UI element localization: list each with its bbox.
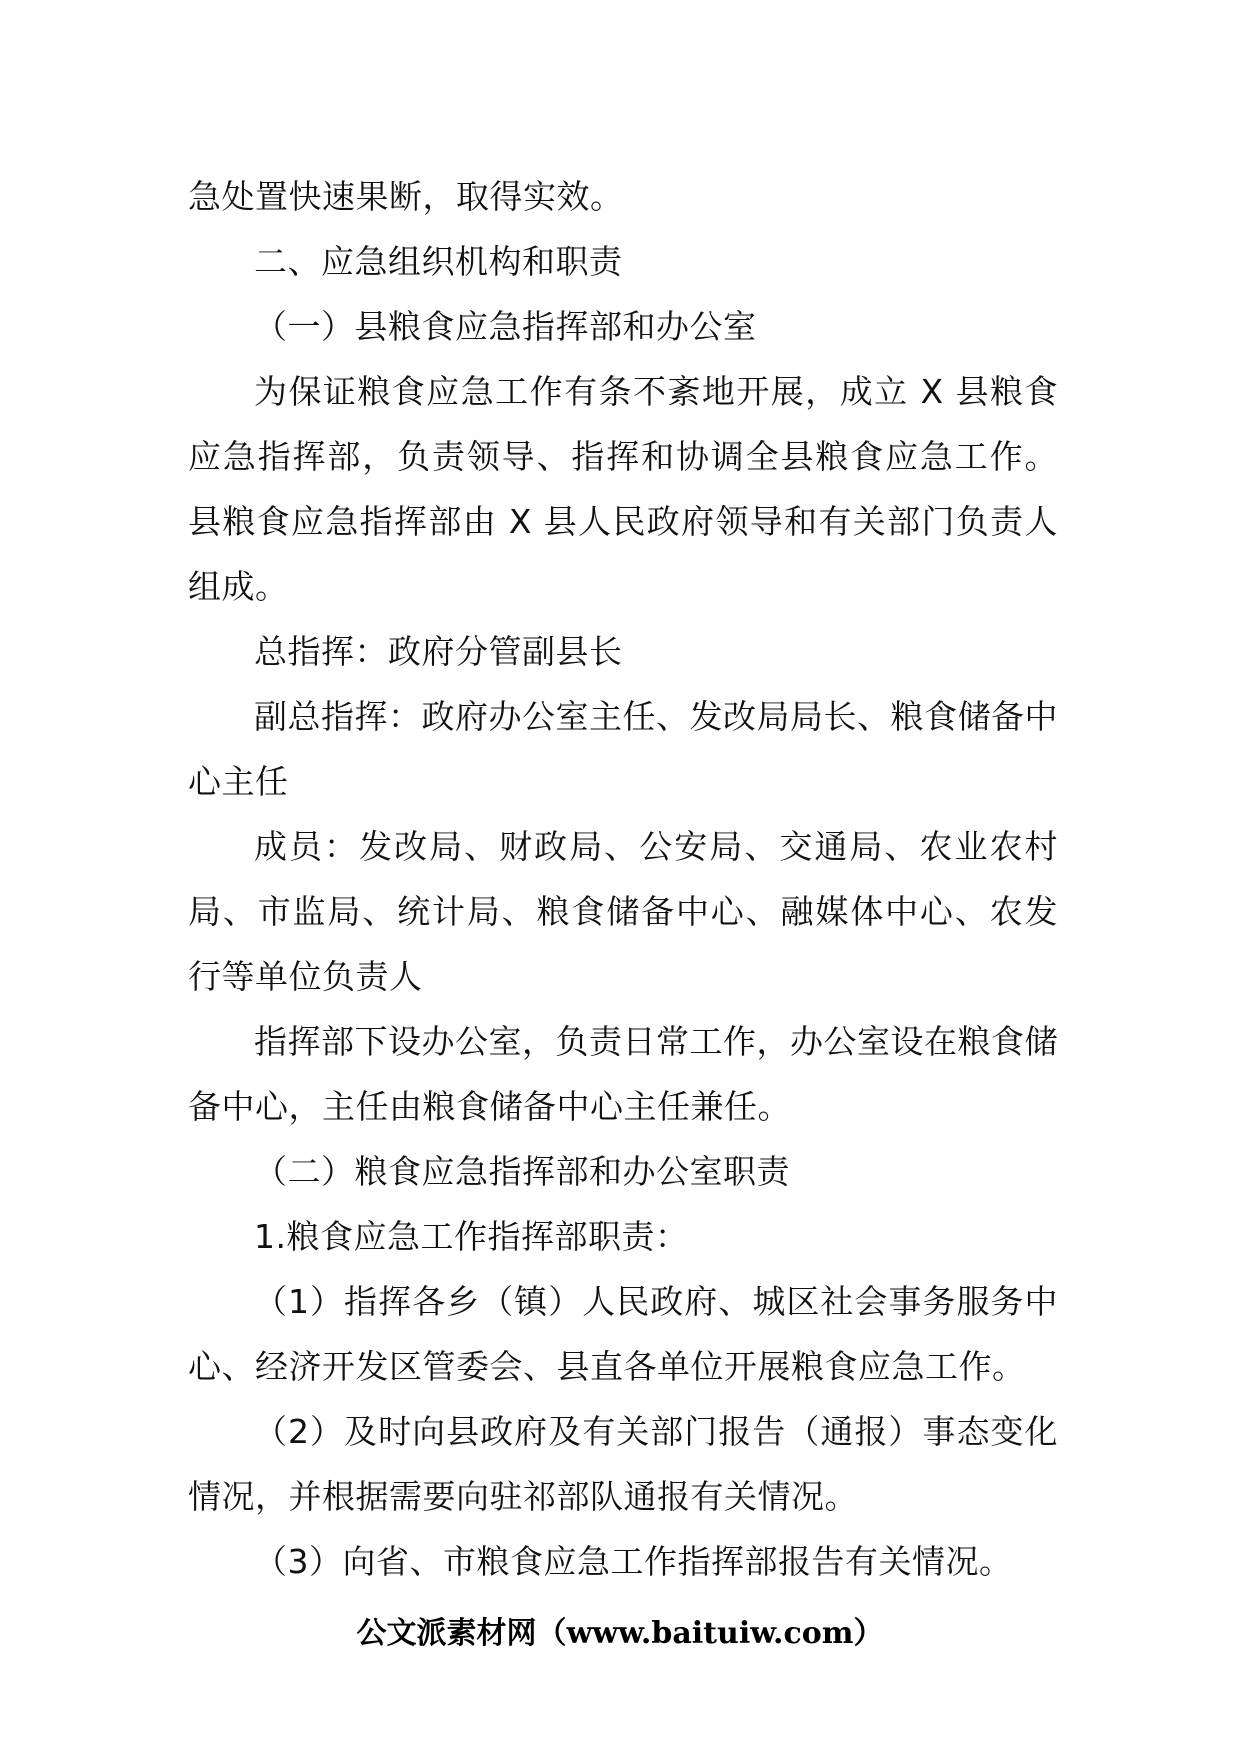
document-body — [188, 164, 1058, 1594]
list-item: （1）指挥各乡（镇）人民政府、城区社会事务服务中心、经济开发区管委会、县直各单位开展粮食应急工作。 — [188, 1282, 1058, 1386]
section-heading: 二、应急组织机构和职责 — [254, 242, 623, 281]
paragraph: 指挥部下设办公室，负责日常工作，办公室设在粮食储备中心，主任由粮食储备中心主任兼任。 — [188, 1022, 1058, 1126]
subsection-heading: （一）县粮食应急指挥部和办公室 — [254, 307, 757, 346]
paragraph: 成员：发改局、财政局、公安局、交通局、农业农村局、市监局、统计局、粮食储备中心、融媒体中心、农发行等单位负责人 — [188, 827, 1058, 996]
footer-watermark: 公文派素材网（www.baituiw.com） — [356, 1616, 884, 1651]
list-item: （2）及时向县政府及有关部门报告（通报）事态变化情况，并根据需要向驻祁部队通报有关情况。 — [188, 1412, 1058, 1516]
paragraph: 总指挥：政府分管副县长 — [254, 632, 623, 671]
subsection-heading: （二）粮食应急指挥部和办公室职责 — [254, 1152, 790, 1191]
paragraph: 1.粮食应急工作指挥部职责： — [254, 1217, 689, 1256]
paragraph: 副总指挥：政府办公室主任、发改局局长、粮食储备中心主任 — [188, 697, 1058, 801]
paragraph: 急处置快速果断，取得实效。 — [188, 177, 624, 216]
paragraph: 为保证粮食应急工作有条不紊地开展，成立 X 县粮食应急指挥部，负责领导、指挥和协调全县粮食应急工作。县粮食应急指挥部由 X 县人民政府领导和有关部门负责人组成。 — [188, 372, 1058, 606]
list-item: （3）向省、市粮食应急工作指挥部报告有关情况。 — [254, 1542, 1013, 1581]
